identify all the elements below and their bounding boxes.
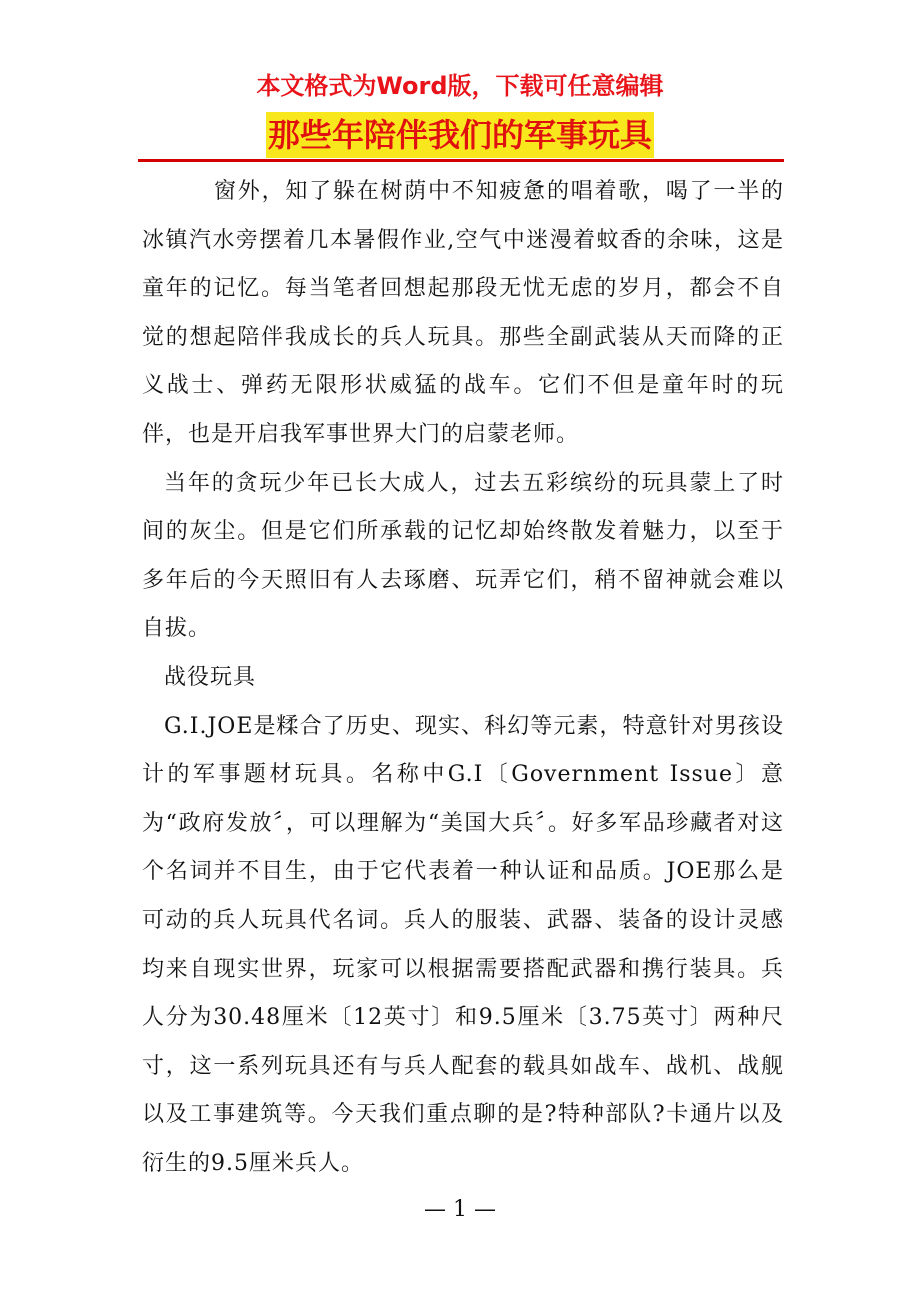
section-heading: 战役玩具 (164, 664, 257, 690)
page-number: — 1 — (424, 1197, 496, 1222)
paragraph-memory: 当年的贪玩少年已长大成人，过去五彩缤纷的玩具蒙上了时间的灰尘。但是它们所承载的记忆却始终散发着魅力，以至于多年后的今天照旧有人去琢磨、玩弄它们，稍不留神就会难以自拔。 (142, 470, 784, 642)
paragraph-intro: 窗外，知了躲在树荫中不知疲惫的唱着歌，喝了一半的冰镇汽水旁摆着几本暑假作业,空气中迷漫着蚊香的余味，这是童年的记忆。每当笔者回想起那段无忧无虑的岁月，都会不自觉的想起陪伴我成长的兵人玩具。那些全副武装从天而降的正义战士、弹药无限形状威猛的战车。它们不但是童年时的玩伴，也是开启我军事世界大门的启蒙老师。 (142, 179, 784, 447)
title-wrap (0, 112, 920, 158)
document-body (142, 168, 784, 1188)
document-title: 那些年陪伴我们的军事玩具 (266, 112, 654, 158)
paragraph-gijoe: G.I.JOE是糅合了历史、现实、科幻等元素，特意针对男孩设计的军事题材玩具。名称中G.I〔Government Issue〕意为“政府发放〞，可以理解为“美国大兵〞。好多军品珍藏者对这个名词并不目生，由于它代表着一种认证和品质。JOE那么是可动的兵人玩具代名词。兵人的服装、武器、装备的设计灵感均来自现实世界，玩家可以根据需要搭配武器和携行装具。兵人分为30.48厘米〔12英寸〕和9.5厘米〔3.75英寸〕两种尺寸，这一系列玩具还有与兵人配套的载具如战车、战机、战舰以及工事建筑等。今天我们重点聊的是?特种部队?卡通片以及衍生的9.5厘米兵人。 (142, 713, 784, 1176)
title-underline (138, 159, 784, 162)
format-notice: 本文格式为Word版，下载可任意编辑 (256, 72, 664, 100)
